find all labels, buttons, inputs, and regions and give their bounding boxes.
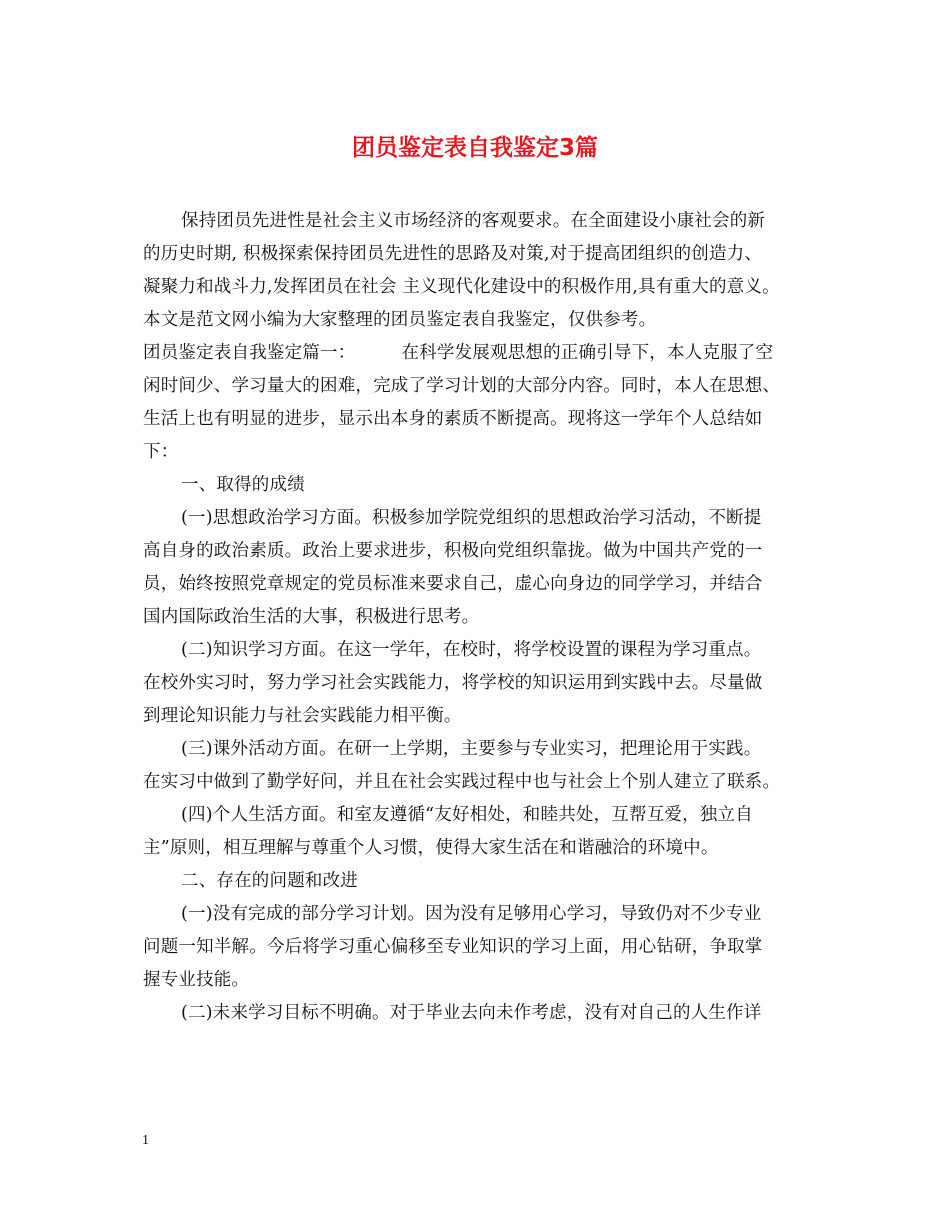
body-line: 生活上也有明显的进步，显示出本身的素质不断提高。现将这一学年个人总结如 (143, 409, 763, 429)
body-line: 国内国际政治生活的大事，积极进行思考。 (143, 607, 480, 627)
body-line: (三)课外活动方面。在研一上学期，主要参与专业实习，把理论用于实践。 (181, 739, 762, 759)
body-line: (一)没有完成的部分学习计划。因为没有足够用心学习，导致仍对不少专业 (181, 904, 762, 924)
body-line: (四)个人生活方面。和室友遵循“友好相处，和睦共处，互帮互爱，独立自 (181, 805, 753, 825)
body-line: 的历史时期, 积极探索保持团员先进性的思路及对策,对于提高团组织的创造力、 (143, 244, 763, 264)
body-line: 本文是范文网小编为大家整理的团员鉴定表自我鉴定，仅供参考。 (143, 310, 657, 330)
body-line: 在校外实习时，努力学习社会实践能力，将学校的知识运用到实践中去。尽量做 (143, 673, 763, 693)
body-line: 在实习中做到了勤学好问，并且在社会实践过程中也与社会上个别人建立了联系。 (143, 772, 781, 792)
body-line: 握专业技能。 (143, 970, 250, 990)
body-line: 员，始终按照党章规定的党员标准来要求自己，虚心向身边的同学学习，并结合 (143, 574, 763, 594)
body-line: 问题一知半解。今后将学习重心偏移至专业知识的学习上面，用心钻研，争取掌 (143, 937, 763, 957)
section-heading: 一、取得的成绩 (181, 475, 305, 495)
body-line: (一)思想政治学习方面。积极参加学院党组织的思想政治学习活动，不断提 (181, 508, 762, 528)
body-line: (二)知识学习方面。在这一学年，在校时，将学校设置的课程为学习重点。 (181, 640, 762, 660)
body-line: 到理论知识能力与社会实践能力相平衡。 (143, 706, 462, 726)
body-line: 团员鉴定表自我鉴定篇一： 在科学发展观思想的正确引导下，本人克服了空 (143, 343, 774, 363)
body-line: 凝聚力和战斗力,发挥团员在社会 主义现代化建设中的积极作用,具有重大的意义。 (143, 277, 780, 297)
page-number: 1 (142, 1133, 149, 1148)
body-line: 保持团员先进性是社会主义市场经济的客观要求。在全面建设小康社会的新 (181, 211, 766, 231)
document-title: 团员鉴定表自我鉴定3篇 (351, 135, 598, 161)
section-heading: 二、存在的问题和改进 (181, 871, 358, 891)
body-line: 高自身的政治素质。政治上要求进步，积极向党组织靠拢。做为中国共产党的一 (143, 541, 763, 561)
body-line: (二)未来学习目标不明确。对于毕业去向未作考虑，没有对自己的人生作详 (181, 1003, 762, 1023)
body-line: 下： (143, 442, 179, 462)
body-line: 闲时间少、学习量大的困难，完成了学习计划的大部分内容。同时，本人在思想、 (143, 376, 781, 396)
body-line: 主”原则，相互理解与尊重个人习惯，使得大家生活在和谐融洽的环境中。 (143, 838, 719, 858)
